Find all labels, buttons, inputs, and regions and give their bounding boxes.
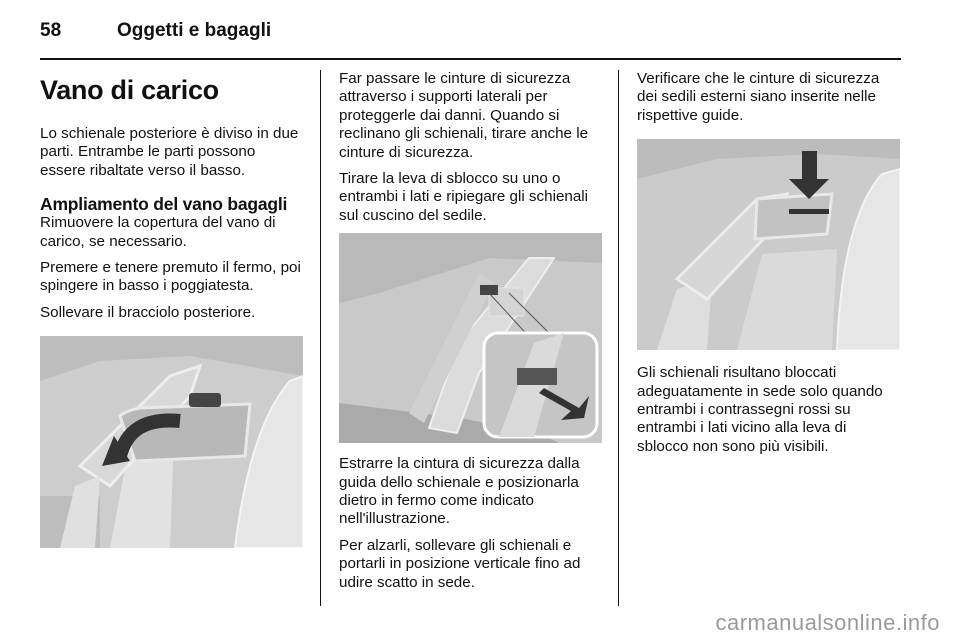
paragraph: Premere e tenere premuto il fermo, poi spingere in basso i poggiatesta. <box>40 259 301 295</box>
watermark: carmanualsonline.info <box>715 610 940 635</box>
armrest-illustration <box>40 336 303 548</box>
paragraph: Verificare che le cinture di sicurezza dei sedili esterni siano inserite nelle rispettive guide. <box>637 70 880 124</box>
column-divider-right <box>618 70 619 606</box>
column-3 <box>637 70 902 464</box>
paragraph: Per alzarli, sollevare gli schienali e portarli in posizione verticale fino ad udire scatto in sede. <box>339 536 581 591</box>
header-rule <box>40 58 901 60</box>
seatbelt-guide-illustration <box>339 233 602 443</box>
paragraph: Sollevare il bracciolo posteriore. <box>40 303 256 321</box>
section-title: Vano di carico <box>40 75 219 105</box>
paragraph: Tirare la leva di sblocco su uno o entrambi i lati e ripiegare gli schienali sul cuscino del sedile. <box>339 170 589 224</box>
page-number: 58 <box>40 20 62 41</box>
running-head: Oggetti e bagagli <box>117 20 272 41</box>
column-2 <box>339 70 604 600</box>
intro-paragraph: Lo schienale posteriore è diviso in due parti. Entrambe le parti possono essere ribaltate verso il basso. <box>40 125 299 179</box>
paragraph: Estrarre la cintura di sicurezza dalla guida dello schienale e posizionarla dietro in fermo come indicato nell'illustrazione. <box>339 455 580 528</box>
paragraph: Gli schienali risultano bloccati adeguatamente in sede solo quando entrambi i contrassegni rossi su entrambi i lati vicino alla leva di sblocco non sono più visibili. <box>637 364 883 455</box>
column-divider-left <box>320 70 321 606</box>
subsection-title: Ampliamento del vano bagagli <box>40 194 288 215</box>
paragraph: Far passare le cinture di sicurezza attraverso i supporti laterali per proteggerle dai danni. Quando si reclinano gli schienali, tirare anche le cinture di sicurezza. <box>339 70 589 161</box>
paragraph: Rimuovere la copertura del vano di carico, se necessario. <box>40 214 276 250</box>
seatbelt-marker-illustration <box>637 139 900 350</box>
column-1 <box>40 70 305 548</box>
